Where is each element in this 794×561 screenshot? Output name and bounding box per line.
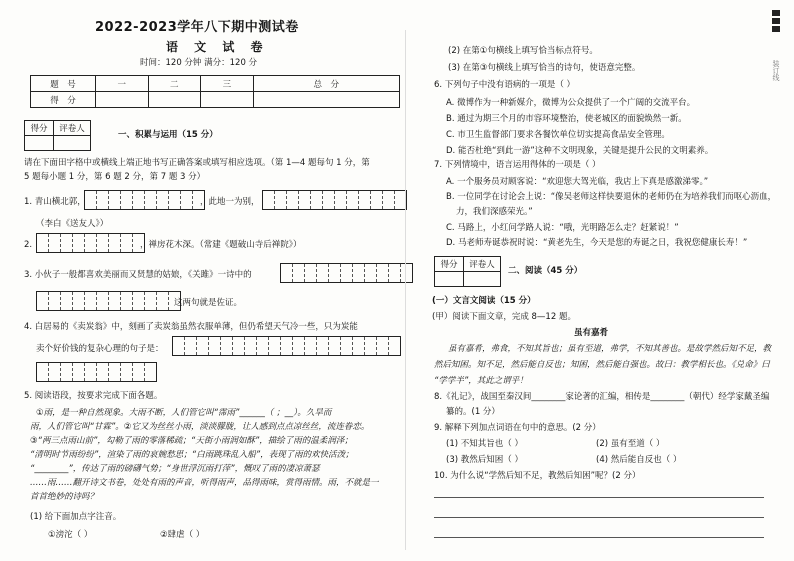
q7-option-a: A. 一个服务员对顾客说：“欢迎您大驾光临，我店上下真是感激涕零。” [446,177,709,187]
q2-number: 2. [24,240,33,250]
q7-option-b-cont: 力，我们深感荣光。” [456,207,533,217]
q8-text-cont: 纂的。(1 分） [446,407,500,417]
q6-text: 6. 下列句子中没有语病的一项是（ ） [434,80,576,90]
subsection-title: (一）文言文阅读（15 分） [432,296,536,306]
passage-line: 雨，人们管它叫“甘霖”。②它又为丝丝小雨，淡淡朦胧，让人感到点点凉丝丝，流连眷恋。 [30,422,370,432]
binder-mark-icon [772,10,780,40]
score-cell: 二 [148,76,201,92]
score-table [30,75,400,108]
q9-item[interactable]: (3) 教然后知困（ ） [446,455,523,465]
q9-item[interactable]: (1) 不知其旨也（ ） [446,439,523,449]
passage-line: ……雨……翻开诗文书卷，处处有雨的声音，听得雨声，品得雨味，赏得雨情。雨，不就是一 [30,478,379,488]
q10-text: 10. 为什么说“学然后知不足，教然后知困”呢？(2 分） [434,471,641,481]
passage-line: ③“两三点雨山前”，勾勒了雨的零落稀疏；“天街小雨润如酥”，描绘了雨的温柔润泽； [30,436,353,446]
exam-meta: 时间：120 分钟 满分：120 分 [140,58,258,68]
binder-line-label: 装订线 [772,60,780,81]
score-cell: 一 [96,76,149,92]
score-cell: 题 号 [31,76,96,92]
essay-title: 虽有嘉肴 [574,328,609,338]
answer-line[interactable] [434,537,764,538]
q9-text: 9. 解释下列加点词语在句中的意思。(2 分） [434,423,601,433]
q1-text-b: ，此地一为别， [200,197,260,207]
score-cell[interactable] [96,92,149,108]
essay-line: “学学半”，其此之谓乎！ [434,376,528,386]
subsection-instructions: (甲）阅读下面文章，完成 8—12 题。 [432,312,576,322]
essay-line: 然后知困。知不足，然后能自反也；知困，然后能自强也。故曰：教学相长也。《兑命》曰 [434,360,770,370]
grader-reviewer-label: 评卷人 [464,257,501,272]
essay-line: 虽有嘉肴，弗食，不知其旨也；虽有至道，弗学，不知其善也。是故学然后知不足，教 [448,344,772,354]
q1-source: （李白《送友人》） [36,219,109,229]
answer-grid-q3b[interactable] [36,291,181,311]
q8-text: 8.《礼记》，战国至秦汉间________家论著的汇编，相传是________（朝代）经学家戴圣编 [434,392,770,402]
answer-grid-q3a[interactable] [280,263,413,283]
score-cell: 得 分 [31,92,96,108]
q6-option-c: C. 市卫生监督部门要求各餐饮单位切实提高食品安全管理。 [446,130,670,140]
score-cell: 三 [201,76,254,92]
score-cell: 总 分 [253,76,399,92]
passage-line: 首首绝妙的诗吗？ [30,492,99,502]
passage-line: “清明时节雨纷纷”，渲染了雨的哀婉愁思；“白雨跳珠乱入船”，表现了雨的欢快活泼； [30,450,354,460]
instructions-line2: 5 题每小题 1 分，第 6 题 2 分，第 7 题 3 分） [24,172,206,182]
grader-reviewer-cell[interactable] [464,272,501,287]
grader-score-label: 得分 [435,257,464,272]
q2-text: ，禅房花木深。（常建《题破山寺后禅院》） [140,240,302,250]
q7-option-d: D. 马老师寿诞恭祝时说：“黄老先生，今天是您的寿诞之日，我祝您健康长寿！” [446,238,748,248]
answer-grid-q4a[interactable] [172,336,401,356]
q9-item[interactable]: (4) 然后能自反也（ ） [596,455,682,465]
r-q5-2: (2) 在第①句横线上填写恰当标点符号。 [448,46,598,56]
passage-line: ①雨，是一种自然现象。大雨不断，人们管它叫“霈雨”______（ ；__）。久旱而 [36,408,332,418]
exam-title: 2022-2023学年八下期中测试卷 [95,20,299,35]
score-cell[interactable] [201,92,254,108]
score-cell[interactable] [253,92,399,108]
grader-score-cell[interactable] [435,272,464,287]
passage-line: “________”，传达了雨的磅礴气势；“身世浮沉雨打萍”，慨叹了雨的凄凉萧瑟 [30,464,320,474]
section2-title: 二、阅读（45 分） [508,266,583,276]
q5-text: 5. 阅读语段，按要求完成下面各题。 [24,391,163,401]
q5-1a[interactable]: ①滂沱（ ） [48,530,93,540]
q4-text-a: 4. 白居易的《卖炭翁》中，刻画了卖炭翁虽然衣服单薄，但仍希望天气冷一些，只为炭能 [24,322,358,332]
q6-option-b: B. 通过为期三个月的市容环境整治，使老城区的面貌焕然一新。 [446,114,687,124]
q6-option-a: A. 微博作为一种新媒介，微博为公众提供了一个广阔的交流平台。 [446,98,696,108]
section1-title: 一、积累与运用（15 分） [118,130,218,140]
q7-option-c: C. 马路上，小红问学路人说：“哦，光明路怎么走？赶紧说！” [446,223,679,233]
q4-text-b: 卖个好价钱的复杂心理的句子是： [36,344,164,354]
answer-grid-q4b[interactable] [36,362,157,382]
answer-grid-q2[interactable] [36,233,145,253]
score-cell[interactable] [148,92,201,108]
q3-text-a: 3. 小伙子一般都喜欢美丽而又贤慧的姑娘，《关雎》一诗中的 [24,270,252,280]
q7-option-b: B. 一位同学在讨论会上说：“像吴老师这样快要退休的老师仍在为培养我们而呕心沥血， [446,192,777,202]
answer-line[interactable] [434,497,764,498]
grader-box [24,120,91,151]
grader-reviewer-label: 评卷人 [54,121,91,136]
q5-1b[interactable]: ②肆虐（ ） [160,530,205,540]
page-divider [405,30,406,550]
q7-text: 7. 下列情境中，语言运用得体的一项是（ ） [434,160,601,170]
grader-reviewer-cell[interactable] [54,136,91,151]
answer-grid-q1a[interactable] [84,190,205,210]
grader-score-label: 得分 [25,121,54,136]
q9-item[interactable]: (2) 虽有至道（ ） [596,439,665,449]
grader-box-2 [434,256,501,287]
r-q5-3: (3) 在第③句横线上填写恰当的诗句，使语意完整。 [448,63,641,73]
grader-score-cell[interactable] [25,136,54,151]
q3-text-b: 这两句就是佐证。 [174,298,243,308]
q5-1-text: (1) 给下面加点字注音。 [30,512,122,522]
q1-text-a: 1. 青山横北郭， [24,197,86,207]
instructions-line1: 请在下面田字格中或横线上端正地书写正确答案或填写相应选项。（第 1—4 题每句 1 分，第 [24,158,370,168]
q6-option-d: D. 能否杜绝“到此一游”这种不文明现象，关键是提升公民的文明素养。 [446,146,714,156]
answer-grid-q1b[interactable] [262,190,407,210]
subject-title: 语 文 试 卷 [166,40,269,54]
answer-line[interactable] [434,517,764,518]
